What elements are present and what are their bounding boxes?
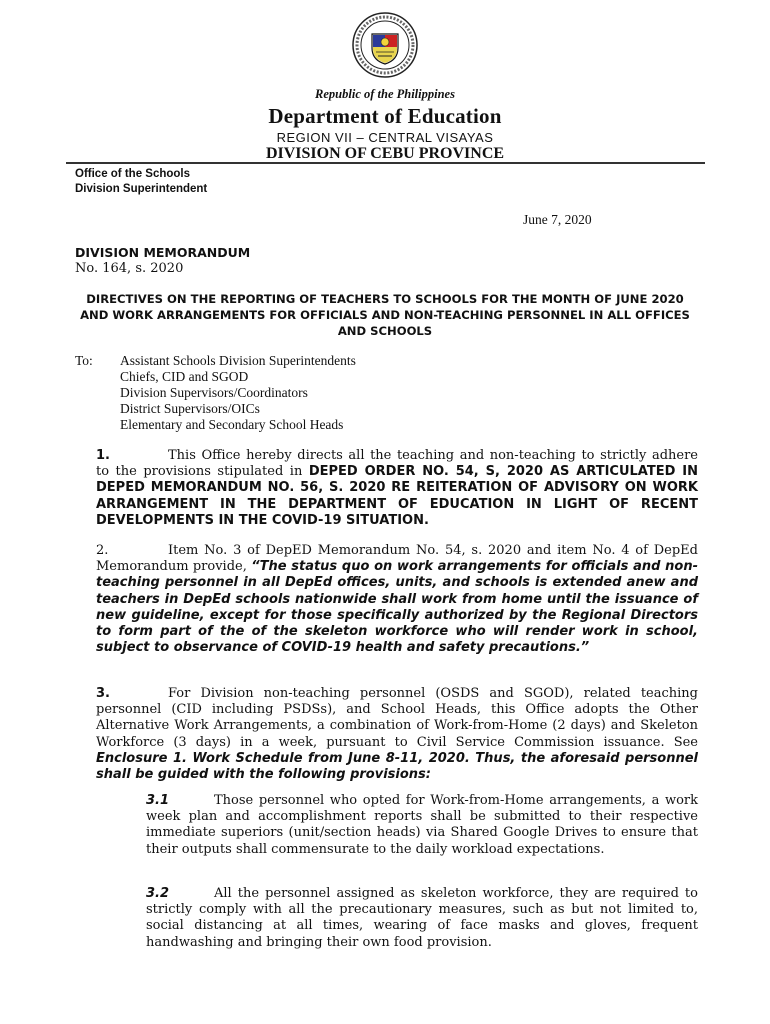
paragraph-number: 2. bbox=[96, 543, 109, 558]
paragraph-text: This Office hereby directs all the teaching and non-teaching to strictly adhere to the provisions stipulated in bbox=[96, 448, 698, 480]
subparagraph-text: Those personnel who opted for Work-from-Home arrangements, a work week plan and accomplishment reports shall be submitted to their respective immediate superiors (unit/section heads) via Shared Google Drives to ensure that their outputs shall commensurate to the daily workload expectations. bbox=[146, 793, 698, 857]
paragraph-emphasis: “The status quo on work arrangements for officials and non-teaching personnel in all DepEd offices, units, and schools is extended anew and teachers in DepEd schools nationwide shall work from home until the issuance of new guideline, except for those specifically authorized by the Regional Directors to form part of the of the skeleton workforce who will render work in school, subject to observance of COVID-19 health and safety precautions.” bbox=[96, 559, 699, 656]
subparagraph-3-1 bbox=[146, 793, 698, 858]
paragraph-text: Item No. 3 of DepED Memorandum No. 54, s. 2020 and item No. 4 of DepEd Memorandum provide, bbox=[96, 543, 698, 575]
republic-heading: Republic of the Philippines bbox=[315, 87, 455, 101]
paragraph-2 bbox=[96, 543, 698, 656]
paragraph-number: 3. bbox=[96, 686, 110, 701]
subparagraph-3-2 bbox=[146, 886, 698, 951]
recipient-item: District Supervisors/OICs bbox=[120, 401, 260, 416]
office-line-1: Office of the Schools bbox=[75, 168, 191, 180]
memo-number: No. 164, s. 2020 bbox=[75, 261, 184, 276]
to-label: To: bbox=[75, 353, 93, 368]
memo-subject: DIRECTIVES ON THE REPORTING OF TEACHERS TO SCHOOLS FOR THE MONTH OF JUNE 2020 AND WORK ARRANGEMENTS FOR OFFICIALS AND NON-TEACHING PERSONNEL IN ALL OFFICES AND SCHOOLS bbox=[80, 292, 690, 338]
recipient-item: Division Supervisors/Coordinators bbox=[120, 385, 308, 400]
paragraph-emphasis: DEPED ORDER NO. 54, S, 2020 AS ARTICULATED IN DEPED MEMORANDUM NO. 56, S. 2020 RE REITERATION OF ADVISORY ON WORK ARRANGEMENT IN THE DEPARTMENT OF EDUCATION IN LIGHT OF RECENT DEVELOPMENTS IN THE COVID-19 SITUATION. bbox=[96, 464, 698, 528]
memo-date: June 7, 2020 bbox=[523, 212, 592, 227]
recipient-list bbox=[120, 353, 356, 433]
paragraph-text: For Division non-teaching personnel (OSDS and SGOD), related teaching personnel (CID including PSDSs), and School Heads, this Office adopts the Other Alternative Work Arrangements, a combination of Work-from-Home (2 days) and Skeleton Workforce (3 days) in a week, pursuant to Civil Service Commission issuance. See bbox=[96, 686, 698, 750]
subparagraph-text: All the personnel assigned as skeleton workforce, they are required to strictly comply with all the precautionary measures, such as but not limited to, social distancing at all times, wearing of face masks and gloves, frequent handwashing and bringing their own food provision. bbox=[146, 886, 698, 950]
subparagraph-number: 3.1 bbox=[146, 793, 170, 808]
recipient-item: Elementary and Secondary School Heads bbox=[120, 417, 344, 432]
paragraph-emphasis: Enclosure 1. Work Schedule from June 8-11, 2020. Thus, the aforesaid personnel shall be guided with the following provisions: bbox=[96, 750, 698, 783]
deped-seal-icon bbox=[352, 12, 418, 78]
recipient-item: Assistant Schools Division Superintendents bbox=[120, 353, 356, 368]
recipient-item: Chiefs, CID and SGOD bbox=[120, 369, 249, 384]
subparagraph-number: 3.2 bbox=[146, 886, 170, 901]
memo-title: DIVISION MEMORANDUM bbox=[75, 245, 251, 260]
paragraph-1 bbox=[96, 448, 698, 529]
department-heading: Department of Education bbox=[268, 104, 502, 128]
header-divider bbox=[66, 162, 705, 164]
paragraph-3 bbox=[96, 686, 698, 783]
division-heading: DIVISION OF CEBU PROVINCE bbox=[265, 145, 505, 162]
region-heading: REGION VII – CENTRAL VISAYAS bbox=[276, 130, 494, 145]
office-line-2: Division Superintendent bbox=[75, 183, 208, 195]
paragraph-number: 1. bbox=[96, 448, 110, 463]
